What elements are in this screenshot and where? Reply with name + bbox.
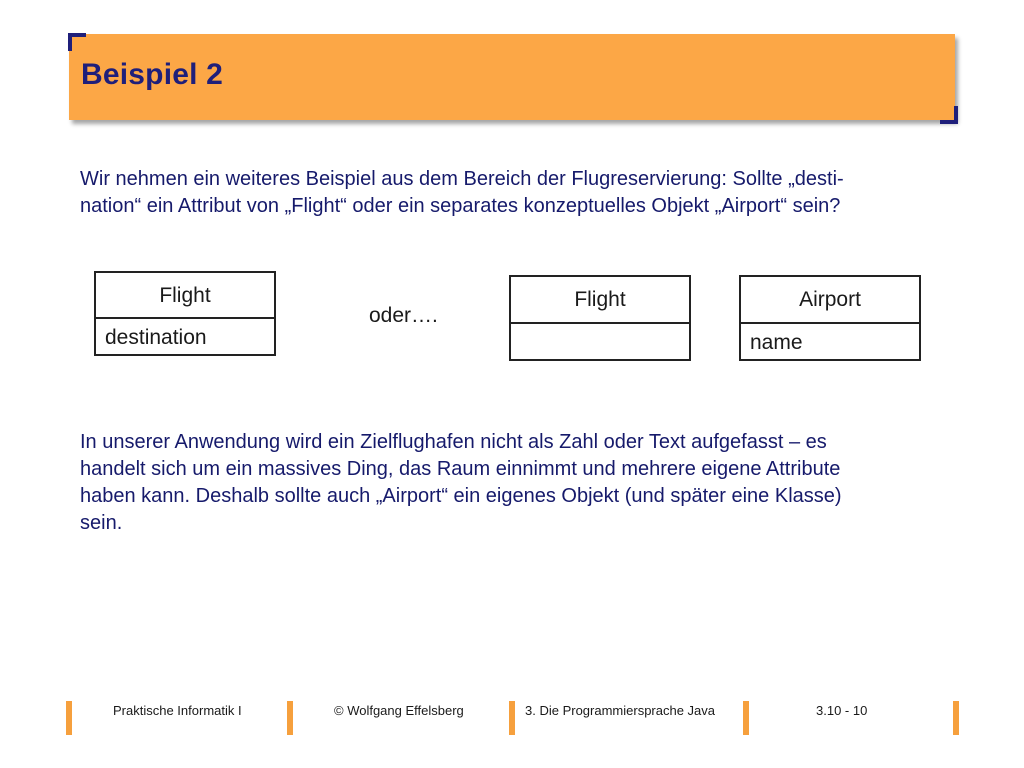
conclusion-line-3: haben kann. Deshalb sollte auch „Airport“ ein eigenes Objekt (und später eine Klasse)	[80, 485, 842, 507]
footer-author: © Wolfgang Effelsberg	[334, 703, 464, 718]
uml-class-airport	[739, 275, 921, 361]
intro-line-2: nation“ ein Attribut von „Flight“ oder ein separates konzeptuelles Objekt „Airport“ sein?	[80, 195, 841, 217]
footer-chapter: 3. Die Programmiersprache Java	[525, 703, 716, 718]
uml-attribute: name	[750, 331, 803, 354]
uml-class-name: Flight	[96, 273, 274, 319]
conclusion-line-2: handelt sich um ein massives Ding, das Raum einnimmt und mehrere eigene Attribute	[80, 458, 841, 480]
footer-course: Praktische Informatik I	[113, 703, 242, 718]
footer-divider	[66, 701, 72, 735]
slide-title: Beispiel 2	[81, 58, 224, 91]
footer-divider	[953, 701, 959, 735]
corner-bracket-top-left	[68, 33, 86, 51]
uml-class-flight	[509, 275, 691, 361]
conclusion-line-1: In unserer Anwendung wird ein Zielflughafen nicht als Zahl oder Text aufgefasst – es	[80, 431, 827, 453]
footer-divider	[509, 701, 515, 735]
uml-class-name: Airport	[741, 277, 919, 324]
footer-divider	[743, 701, 749, 735]
footer-divider	[287, 701, 293, 735]
separator-text: oder….	[369, 304, 438, 327]
intro-line-1: Wir nehmen ein weiteres Beispiel aus dem Bereich der Flugreservierung: Sollte „desti-	[80, 168, 844, 190]
uml-class-name: Flight	[511, 277, 689, 324]
uml-attribute: destination	[105, 326, 207, 349]
conclusion-line-4: sein.	[80, 512, 123, 534]
uml-class-flight-with-destination	[94, 271, 276, 356]
footer-page-number: 3.10 - 10	[816, 703, 868, 718]
uml-attribute	[511, 324, 689, 359]
conclusion-paragraph	[80, 429, 960, 537]
title-banner	[69, 34, 955, 120]
corner-bracket-bottom-right	[940, 106, 958, 124]
intro-paragraph	[80, 166, 960, 220]
